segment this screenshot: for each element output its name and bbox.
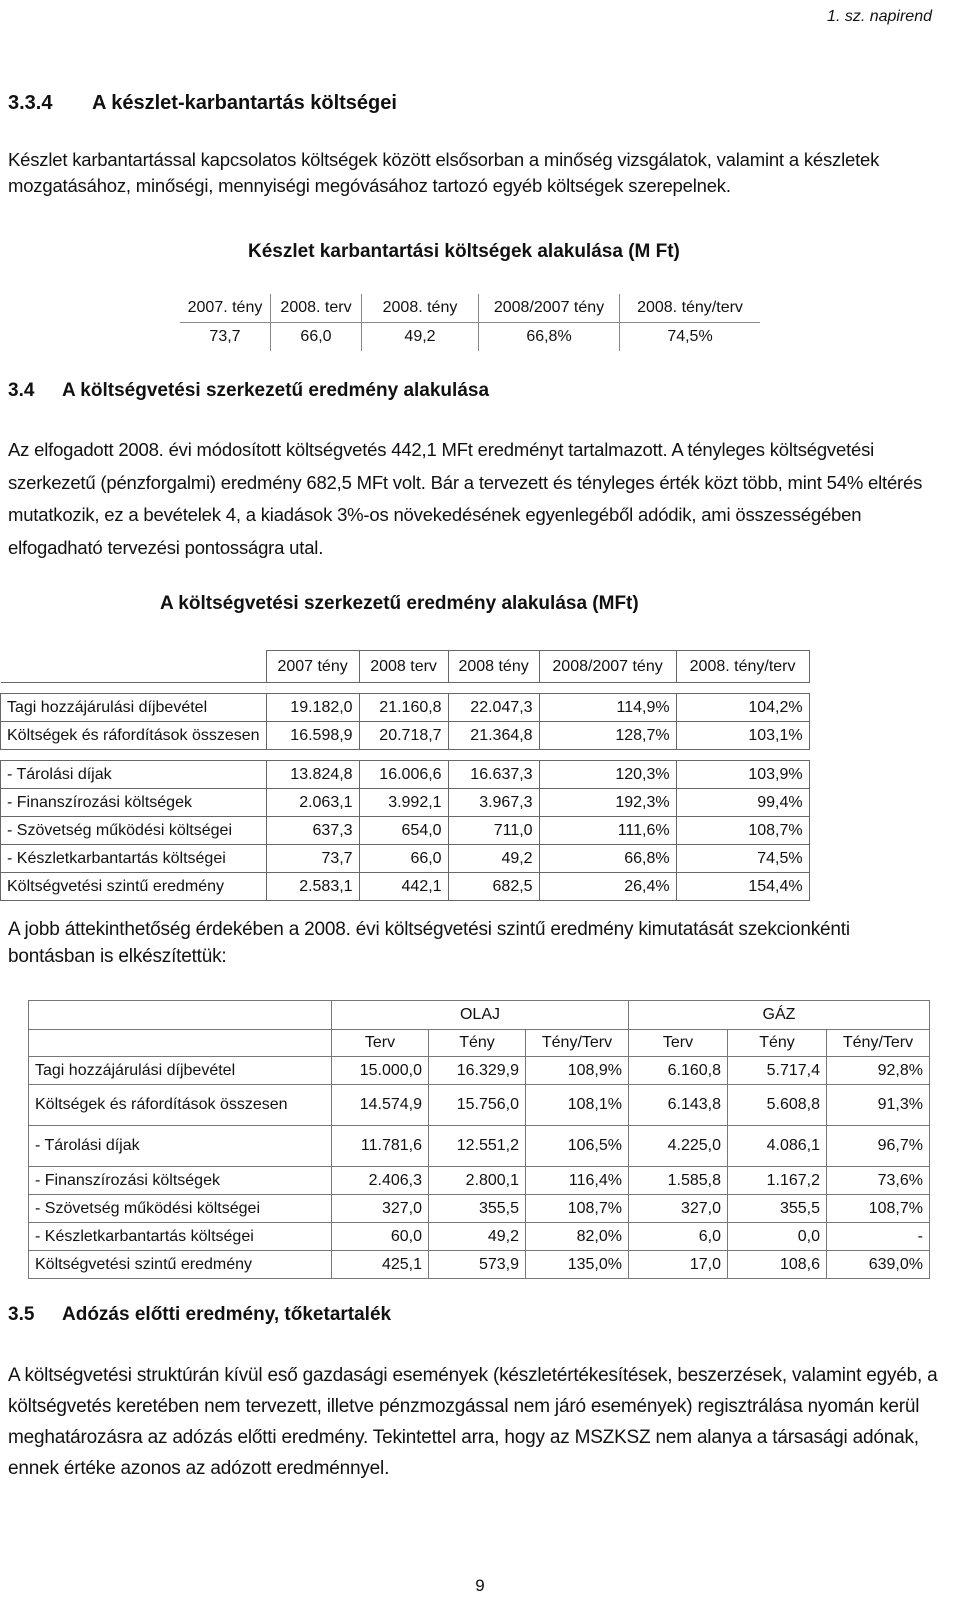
- table-row: Tagi hozzájárulási díjbevétel 15.000,0 16.329,9 108,9% 6.160,8 5.717,4 92,8%: [29, 1057, 930, 1085]
- table-row: Tagi hozzájárulási díjbevétel 19.182,0 21.160,8 22.047,3 114,9% 104,2%: [1, 694, 810, 722]
- table3-group-header: GÁZ: [629, 1001, 930, 1030]
- table2-header: 2008 tény: [448, 651, 539, 683]
- section-number: 3.3.4: [8, 92, 53, 114]
- section-heading: A költségvetési szerkezetű eredmény alakulása: [62, 380, 490, 401]
- section-paragraph: A jobb áttekinthetőség érdekében a 2008. évi költségvetési szintű eredmény kimutatását szekcionkénti bontásban is elkészítettük:: [8, 919, 850, 967]
- table3-group-header: OLAJ: [332, 1001, 629, 1030]
- table2: [0, 650, 810, 901]
- table2-title: A költségvetési szerkezetű eredmény alakulása (MFt): [160, 593, 639, 614]
- section-paragraph: Az elfogadott 2008. évi módosított költségvetés 442,1 MFt eredményt tartalmazott. A tényleges költségvetési szerkezetű (pénzforgalmi) eredmény 682,5 MFt volt. Bár a tervezett és tényleges érték közt több, mint 54% eltérés mutatkozik, ez a bevételek 4, a kiadások 3%-os növekedésének egyenlegéből adódik, ami összességében elfogadható tervezési pontosságra utal.: [8, 439, 923, 558]
- table-row: - Készletkarbantartás költségei 60,0 49,2 82,0% 6,0 0,0 -: [29, 1223, 930, 1251]
- table3-header: Terv: [332, 1030, 429, 1057]
- table1-header: 2008. terv: [271, 294, 362, 323]
- table2-header: 2008. tény/terv: [676, 651, 809, 683]
- table-row: Költségek és ráfordítások összesen 14.574,9 15.756,0 108,1% 6.143,8 5.608,8 91,3%: [29, 1085, 930, 1126]
- table-row: Költségvetési szintű eredmény 2.583,1 442,1 682,5 26,4% 154,4%: [1, 873, 810, 901]
- table-row: - Tárolási díjak 13.824,8 16.006,6 16.637,3 120,3% 103,9%: [1, 761, 810, 789]
- table-row: - Készletkarbantartás költségei 73,7 66,0 49,2 66,8% 74,5%: [1, 845, 810, 873]
- table-row: - Szövetség működési költségei 327,0 355,5 108,7% 327,0 355,5 108,7%: [29, 1195, 930, 1223]
- table1-title: Készlet karbantartási költségek alakulása (M Ft): [248, 241, 680, 262]
- table1-header: 2008. tény: [362, 294, 479, 323]
- table3-header: Tény/Terv: [827, 1030, 930, 1057]
- table1-value: 73,7: [180, 323, 271, 352]
- table3-header: Tény: [728, 1030, 827, 1057]
- table-row: Költségek és ráfordítások összesen 16.598,9 20.718,7 21.364,8 128,7% 103,1%: [1, 722, 810, 750]
- table1-value: 49,2: [362, 323, 479, 352]
- table-row: - Szövetség működési költségei 637,3 654,0 711,0 111,6% 108,7%: [1, 817, 810, 845]
- table1-value: 66,8%: [479, 323, 620, 352]
- section-heading: Adózás előtti eredmény, tőketartalék: [62, 1304, 392, 1325]
- table1-value: 66,0: [271, 323, 362, 352]
- table3-corner: [29, 1001, 332, 1030]
- agenda-label: 1. sz. napirend: [827, 8, 932, 25]
- table-row: Költségvetési szintű eredmény 425,1 573,9 135,0% 17,0 108,6 639,0%: [29, 1251, 930, 1279]
- section-number: 3.4: [8, 380, 35, 401]
- section-paragraph: A költségvetési struktúrán kívül eső gazdasági események (készletértékesítések, beszerzések, valamint egyéb, a költségvetés keretében nem tervezett, illetve pénzmozgással nem járó események) regisztrálása nyomán kerül meghatározásra az adózás előtti eredmény. Tekintettel arra, hogy az MSZKSZ nem alanya a társasági adónak, ennek értéke azonos az adózott eredménnyel.: [8, 1365, 938, 1479]
- section-number: 3.5: [8, 1304, 35, 1325]
- table3-header: Terv: [629, 1030, 728, 1057]
- table1-header: 2007. tény: [180, 294, 271, 323]
- section-heading: A készlet-karbantartás költségei: [92, 92, 397, 114]
- table3: [28, 1000, 930, 1279]
- table2-header: 2007 tény: [266, 651, 359, 683]
- table3-header: Tény: [429, 1030, 526, 1057]
- table1-value: 74,5%: [667, 328, 713, 345]
- table-row: - Finanszírozási költségek 2.406,3 2.800,1 116,4% 1.585,8 1.167,2 73,6%: [29, 1167, 930, 1195]
- table-row: - Finanszírozási költségek 2.063,1 3.992,1 3.967,3 192,3% 99,4%: [1, 789, 810, 817]
- page-number: 9: [475, 1576, 485, 1595]
- table-row: - Tárolási díjak 11.781,6 12.551,2 106,5% 4.225,0 4.086,1 96,7%: [29, 1126, 930, 1167]
- table3-header: Tény/Terv: [526, 1030, 629, 1057]
- table2-header: 2008 terv: [359, 651, 448, 683]
- table1: [180, 294, 760, 351]
- section-paragraph: Készlet karbantartással kapcsolatos költségek között elsősorban a minőség vizsgálatok, valamint a készletek mozgatásához, minőségi, mennyiségi megóvásához tartozó egyéb költségek szerepelnek.: [8, 149, 880, 196]
- table2-header: 2008/2007 tény: [539, 651, 676, 683]
- table3-corner: [29, 1030, 332, 1057]
- table1-header: 2008/2007 tény: [479, 294, 620, 323]
- table1-header: 2008. tény/terv: [620, 294, 761, 323]
